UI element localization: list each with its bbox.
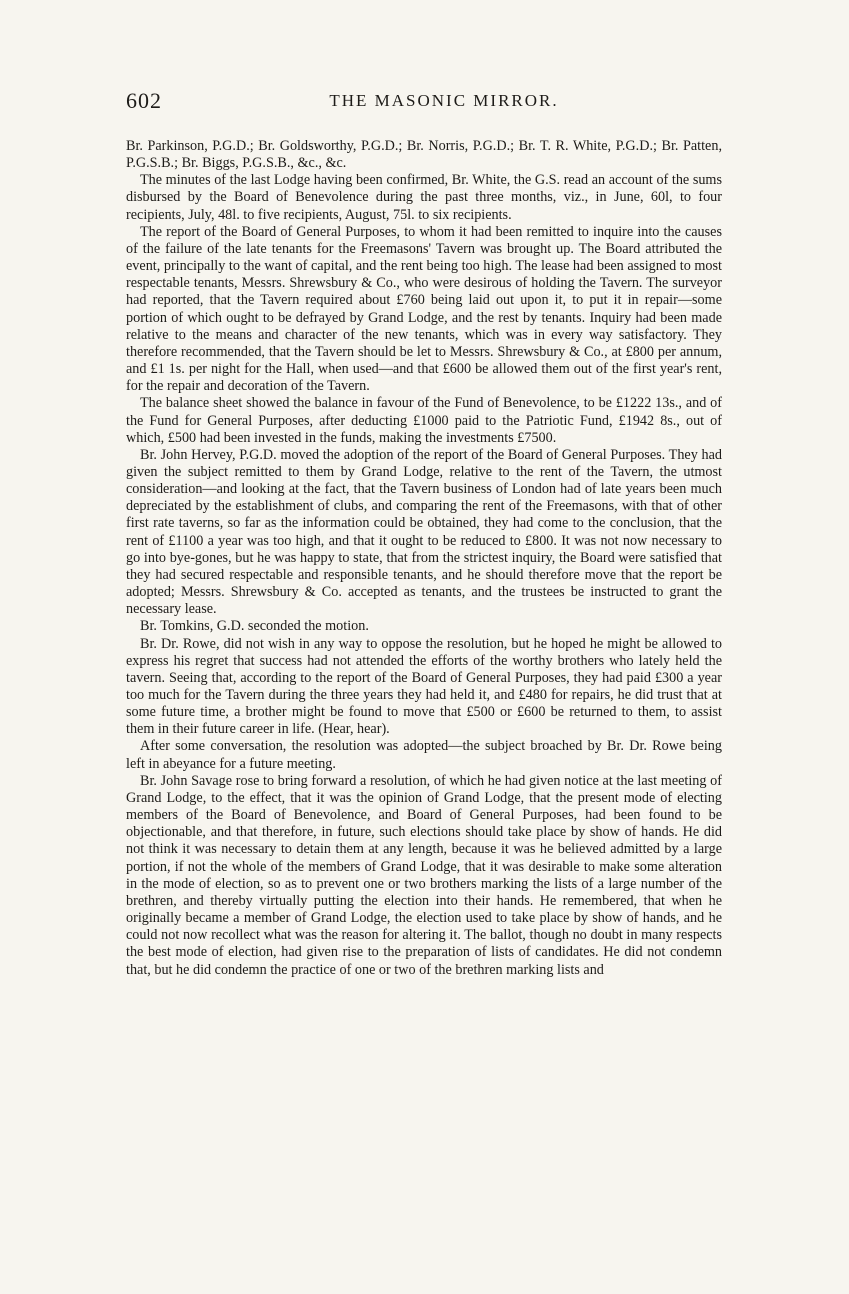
- savage-resolution-paragraph: Br. John Savage rose to bring forward a resolution, of which he had given notice at the last meeting of Grand Lodge, to the effect, that it was the opinion of Grand Lodge, that the present mode of electing members of the Board of Benevolence, and Board of General Purposes, had been found to be objectionable, and that therefore, in future, such elections should take place by show of hands. He did not think it was necessary to detain them at any length, because it was he believed admitted by a large portion, if not the whole of the members of Grand Lodge, that it was desirable to make some alteration in the mode of election, so as to prevent one or two brothers marking the lists of a large number of the brethren, and thereby virtually putting the election into their hands. He remembered, that when he originally became a member of Grand Lodge, the election used to take place by show of hands, and he could not now recollect what was the reason for altering it. The ballot, though no doubt in many respects the best mode of election, had given rise to the preparation of lists of candidates. He did not condemn that, but he did condemn the practice of one or two of the brethren marking lists and: [126, 772, 722, 978]
- rowe-paragraph: Br. Dr. Rowe, did not wish in any way to oppose the resolution, but he hoped he might be allowed to express his regret that success had not attended the efforts of the worthy brothers who lately held the tavern. Seeing that, according to the report of the Board of General Purposes, they had paid £300 a year too much for the Tavern during the three years they had held it, and £480 for repairs, he did trust that at some future time, a brother might be found to move that £500 or £600 be returned to them, to assist them in their future career in life. (Hear, hear).: [126, 635, 722, 738]
- running-title: THE MASONIC MIRROR.: [329, 91, 559, 110]
- attendees-paragraph: Br. Parkinson, P.G.D.; Br. Goldsworthy, P.G.D.; Br. Norris, P.G.D.; Br. T. R. White, P.G.D.; Br. Patten, P.G.S.B.; Br. Biggs, P.G.S.B., &c., &c.: [126, 138, 722, 172]
- page-number: 602: [126, 88, 162, 113]
- hervey-motion-paragraph: Br. John Hervey, P.G.D. moved the adoption of the report of the Board of General Purposes. They had given the subject remitted to them by Grand Lodge, relative to the rent of the Tavern, the utmost consideration—and looking at the fact, that the Tavern business of London had of late years been much depreciated by the establishment of clubs, and comparing the rent of the Freemasons, with that of other first rate taverns, so far as the information could be obtained, they had come to the conclusion, that the rent of £1100 a year was too high, and that it ought to be reduced to £800. It was not now necessary to go into bye-gones, but he was happy to state, that from the strictest inquiry, the Board were satisfied that they had secured respectable and responsible tenants, and he should therefore move that the report be adopted; Messrs. Shrewsbury & Co. accepted as tenants, and the trustees be instructed to grant the necessary lease.: [126, 446, 722, 618]
- board-report-paragraph: The report of the Board of General Purposes, to whom it had been remitted to inquire into the causes of the failure of the late tenants for the Freemasons' Tavern was brought up. The Board attributed the event, principally to the want of capital, and the rent being too high. The lease had been assigned to most respectable tenants, Messrs. Shrewsbury & Co., who were desirous of holding the Tavern. The surveyor had reported, that the Tavern required about £760 being laid out upon it, to put it in repair—some portion of which ought to be defrayed by Grand Lodge, and the rest by tenants. Inquiry had been made relative to the means and character of the new tenants, which was in every way satisfactory. They therefore recommended, that the Tavern should be let to Messrs. Shrewsbury & Co., at £800 per annum, and £1 1s. per night for the Hall, when used—and that £600 be allowed them out of the first year's rent, for the repair and decoration of the Tavern.: [126, 223, 722, 395]
- balance-sheet-paragraph: The balance sheet showed the balance in favour of the Fund of Benevolence, to be £1222 13s., and of the Fund for General Purposes, after deducting £1000 paid to the Patriotic Fund, £1942 8s., out of which, £500 had been invested in the funds, making the investments £7500.: [126, 395, 722, 446]
- resolution-adopted-paragraph: After some conversation, the resolution was adopted—the subject broached by Br. Dr. Rowe being left in abeyance for a future meeting.: [126, 738, 722, 772]
- article-body: [126, 138, 722, 979]
- tomkins-seconded-paragraph: Br. Tomkins, G.D. seconded the motion.: [140, 618, 369, 635]
- page-header: [126, 88, 722, 122]
- minutes-paragraph: The minutes of the last Lodge having been confirmed, Br. White, the G.S. read an account of the sums disbursed by the Board of Benevolence during the past three months, viz., in June, 60l, to four recipients, July, 48l. to five recipients, August, 75l. to six recipients.: [126, 172, 722, 223]
